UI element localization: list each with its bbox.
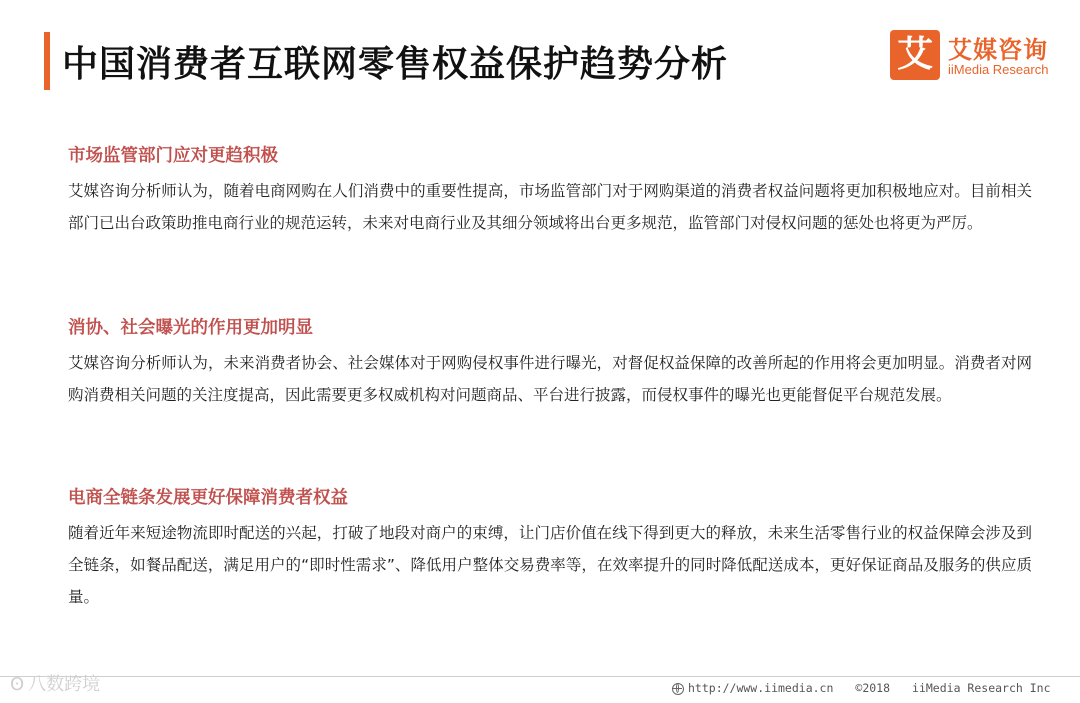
globe-icon bbox=[672, 683, 684, 695]
footer-url[interactable]: http://www.iimedia.cn bbox=[688, 681, 834, 695]
footer-copyright: ©2018 bbox=[855, 681, 891, 695]
footer bbox=[672, 681, 1051, 695]
section-heading: 消协、社会曝光的作用更加明显 bbox=[68, 318, 313, 338]
footer-divider bbox=[0, 676, 1080, 677]
section-market-regulation bbox=[68, 142, 1032, 239]
logo-name-en: iiMedia Research bbox=[948, 62, 1049, 77]
section-body: 艾媒咨询分析师认为，未来消费者协会、社会媒体对于网购侵权事件进行曝光，对督促权益保障的改善所起的作用将会更加明显。消费者对网购消费相关问题的关注度提高，因此需要更多权威机构对问题商品、平台进行披露，而侵权事件的曝光也更能督促平台规范发展。 bbox=[68, 354, 1032, 404]
weibo-icon: ʘ bbox=[10, 674, 25, 695]
watermark bbox=[10, 670, 100, 696]
section-heading: 电商全链条发展更好保障消费者权益 bbox=[68, 488, 348, 508]
section-full-chain bbox=[68, 484, 1032, 613]
brand-logo bbox=[890, 30, 1062, 82]
logo-mark-icon: 艾 bbox=[890, 30, 940, 80]
page-title: 中国消费者互联网零售权益保护趋势分析 bbox=[62, 44, 729, 85]
section-body: 随着近年来短途物流即时配送的兴起，打破了地段对商户的束缚，让门店价值在线下得到更大的释放，未来生活零售行业的权益保障会涉及到全链条，如餐品配送，满足用户的“即时性需求”、降低用户整体交易费率等，在效率提升的同时降低配送成本，更好保证商品及服务的供应质量。 bbox=[68, 524, 1032, 606]
section-body: 艾媒咨询分析师认为，随着电商网购在人们消费中的重要性提高，市场监管部门对于网购渠道的消费者权益问题将更加积极地应对。目前相关部门已出台政策助推电商行业的规范运转，未来对电商行业及其细分领域将出台更多规范，监管部门对侵权问题的惩处也将更为严厉。 bbox=[68, 182, 1032, 232]
section-consumer-association bbox=[68, 314, 1032, 411]
title-accent-bar bbox=[44, 32, 50, 90]
logo-name-cn: 艾媒咨询 bbox=[948, 36, 1048, 64]
footer-company: iiMedia Research Inc bbox=[912, 681, 1051, 695]
watermark-text: 八数跨境 bbox=[28, 674, 101, 695]
section-heading: 市场监管部门应对更趋积极 bbox=[68, 146, 278, 166]
